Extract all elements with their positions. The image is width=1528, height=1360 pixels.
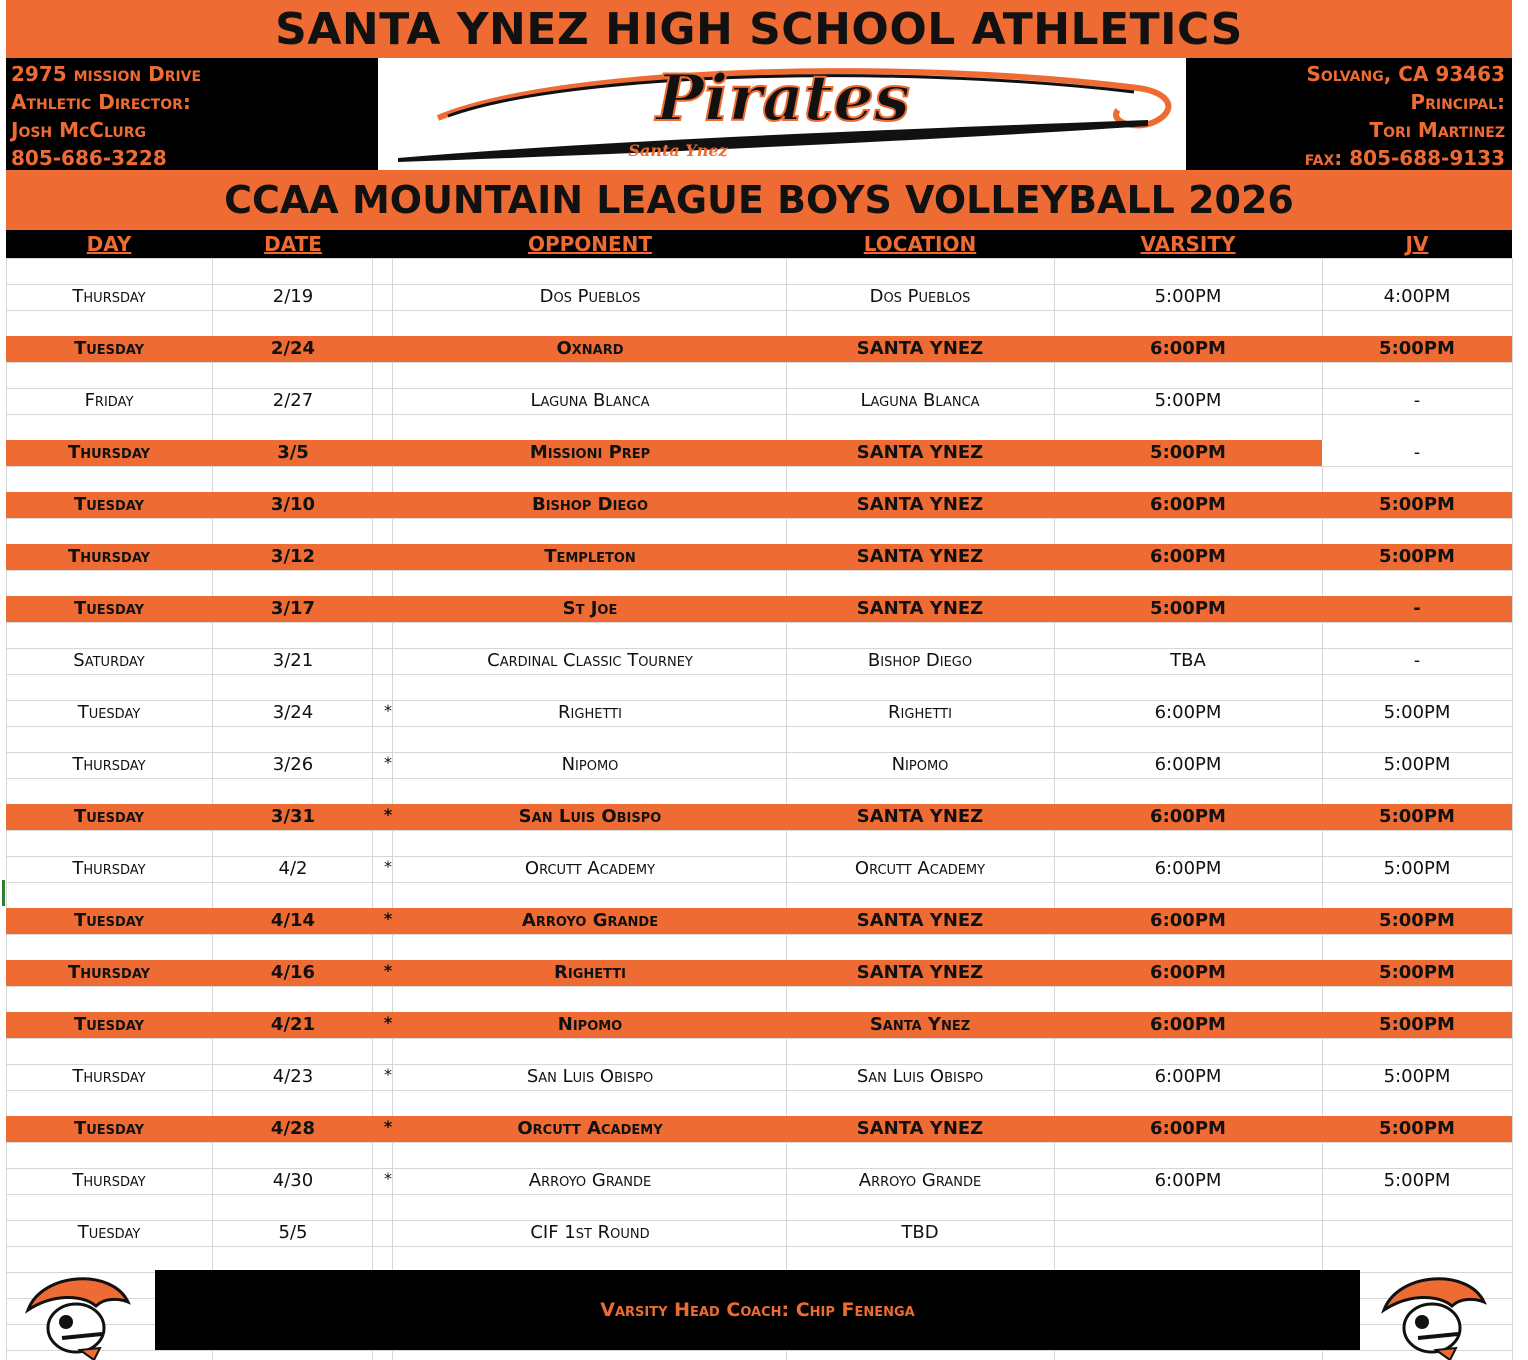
- league-game-marker: *: [383, 805, 393, 824]
- cell-opponent[interactable]: Arroyo Grande: [521, 910, 659, 931]
- cell-opponent[interactable]: Cardinal Classic Tourney: [487, 650, 693, 671]
- cell-jv[interactable]: 5:00PM: [1379, 806, 1455, 827]
- cell-day[interactable]: Tuesday: [73, 1014, 145, 1035]
- cell-location[interactable]: TBD: [901, 1222, 939, 1243]
- table-row: [6, 492, 1512, 518]
- cell-location[interactable]: SANTA YNEZ: [856, 910, 984, 931]
- col-header-day: DAY: [86, 232, 132, 256]
- cell-opponent[interactable]: Orcutt Academy: [517, 1118, 663, 1139]
- cell-date[interactable]: 2/24: [270, 338, 316, 359]
- cell-date[interactable]: 3/26: [272, 754, 314, 775]
- school-info-right: [1186, 58, 1512, 170]
- cell-date[interactable]: 4/2: [278, 858, 308, 879]
- table-row: [6, 544, 1512, 570]
- cell-jv[interactable]: -: [1413, 390, 1421, 411]
- cell-date[interactable]: 5/5: [278, 1222, 308, 1243]
- cell-varsity[interactable]: 6:00PM: [1150, 806, 1226, 827]
- grid-row-line: [6, 1246, 1512, 1247]
- cell-day[interactable]: Tuesday: [77, 1222, 141, 1243]
- cell-location[interactable]: SANTA YNEZ: [856, 806, 984, 827]
- cell-varsity[interactable]: 6:00PM: [1150, 1118, 1226, 1139]
- cell-day[interactable]: Friday: [84, 390, 134, 411]
- cell-varsity[interactable]: 6:00PM: [1150, 962, 1226, 983]
- grid-row-line: [6, 674, 1512, 675]
- cell-location[interactable]: SANTA YNEZ: [856, 598, 984, 619]
- league-game-marker: [378, 544, 398, 570]
- cell-date[interactable]: 3/10: [270, 494, 316, 515]
- row-selection-marker: [2, 880, 5, 906]
- cell-jv[interactable]: -: [1322, 440, 1512, 466]
- table-row: [6, 284, 1512, 310]
- col-header-location: LOCATION: [863, 232, 977, 256]
- grid-column-line: [1512, 258, 1513, 1360]
- col-header-date: DATE: [264, 232, 322, 256]
- cell-jv[interactable]: 5:00PM: [1379, 338, 1455, 359]
- table-row: [6, 440, 1512, 466]
- grid-row-line: [6, 778, 1512, 779]
- school-fax: fax: 805-688-9133: [1304, 146, 1505, 170]
- cell-varsity[interactable]: 6:00PM: [1150, 1014, 1226, 1035]
- cell-varsity[interactable]: 6:00PM: [1154, 1170, 1222, 1191]
- cell-varsity[interactable]: 6:00PM: [1154, 1066, 1222, 1087]
- cell-varsity[interactable]: 5:00PM: [1154, 390, 1222, 411]
- cell-jv[interactable]: -: [1413, 650, 1421, 671]
- table-row: [6, 596, 1512, 622]
- cell-varsity[interactable]: 6:00PM: [1150, 910, 1226, 931]
- cell-jv[interactable]: 5:00PM: [1383, 702, 1451, 723]
- grid-row-line: [6, 570, 1512, 571]
- league-game-marker: [378, 1220, 398, 1246]
- principal-name: Tori Martinez: [1369, 118, 1505, 142]
- league-game-marker: *: [383, 1013, 393, 1032]
- cell-opponent[interactable]: Oxnard: [556, 338, 624, 359]
- cell-day[interactable]: Tuesday: [73, 910, 145, 931]
- cell-location[interactable]: SANTA YNEZ: [856, 1118, 984, 1139]
- col-header-jv: JV: [1405, 232, 1429, 256]
- cell-varsity[interactable]: 5:00PM: [1154, 286, 1222, 307]
- cell-location[interactable]: Bishop Diego: [867, 650, 973, 671]
- league-game-marker: *: [384, 701, 392, 720]
- grid-row-line: [6, 1194, 1512, 1195]
- league-game-marker: *: [383, 961, 393, 980]
- cell-day[interactable]: Saturday: [73, 650, 145, 671]
- cell-jv[interactable]: 5:00PM: [1379, 910, 1455, 931]
- league-game-marker: [378, 336, 398, 362]
- cell-location[interactable]: Santa Ynez: [869, 1014, 971, 1035]
- table-row: [6, 908, 1512, 934]
- league-game-marker: [378, 596, 398, 622]
- cell-jv[interactable]: 4:00PM: [1383, 286, 1451, 307]
- cell-jv[interactable]: 5:00PM: [1379, 1118, 1455, 1139]
- cell-day[interactable]: Thursday: [72, 1066, 146, 1087]
- league-game-marker: [378, 492, 398, 518]
- cell-day[interactable]: Thursday: [72, 286, 146, 307]
- league-game-marker: *: [383, 1117, 393, 1136]
- cell-varsity[interactable]: TBA: [1170, 650, 1206, 671]
- league-title: CCAA MOUNTAIN LEAGUE BOYS VOLLEYBALL 2026: [224, 178, 1294, 222]
- school-address: 2975 mission Drive: [11, 62, 202, 86]
- cell-location[interactable]: Arroyo Grande: [858, 1170, 982, 1191]
- cell-day[interactable]: Thursday: [67, 962, 151, 983]
- cell-opponent[interactable]: CIF 1st Round: [530, 1222, 650, 1243]
- grid-row-line: [6, 934, 1512, 935]
- league-game-marker: [378, 388, 398, 414]
- cell-jv[interactable]: 5:00PM: [1383, 1066, 1451, 1087]
- grid-row-line: [6, 518, 1512, 519]
- cell-date[interactable]: 3/5: [277, 442, 309, 463]
- grid-row-line: [6, 622, 1512, 623]
- cell-location[interactable]: Nipomo: [891, 754, 949, 775]
- league-game-marker: *: [383, 909, 393, 928]
- cell-date[interactable]: 3/24: [272, 702, 314, 723]
- table-row: [6, 648, 1512, 674]
- cell-opponent[interactable]: Dos Pueblos: [539, 286, 641, 307]
- cell-date[interactable]: 4/14: [270, 910, 316, 931]
- grid-row-line: [6, 362, 1512, 363]
- schedule-header-row: [6, 230, 1512, 258]
- cell-location[interactable]: San Luis Obispo: [856, 1066, 984, 1087]
- cell-date[interactable]: 3/12: [270, 546, 316, 567]
- league-game-marker: *: [384, 857, 392, 876]
- principal-label: Principal:: [1410, 90, 1505, 114]
- league-title-bar: [6, 170, 1512, 230]
- cell-varsity[interactable]: 6:00PM: [1154, 754, 1222, 775]
- cell-day[interactable]: Thursday: [67, 546, 151, 567]
- cell-opponent[interactable]: Righetti: [554, 962, 626, 983]
- cell-jv[interactable]: 5:00PM: [1379, 1014, 1455, 1035]
- cell-date[interactable]: 4/16: [270, 962, 316, 983]
- pirates-logo: [378, 58, 1186, 170]
- cell-jv[interactable]: 5:00PM: [1379, 962, 1455, 983]
- cell-jv[interactable]: 5:00PM: [1383, 1170, 1451, 1191]
- grid-row-line: [6, 986, 1512, 987]
- cell-location[interactable]: SANTA YNEZ: [856, 442, 984, 463]
- cell-jv[interactable]: [1322, 1220, 1512, 1246]
- cell-location[interactable]: Laguna Blanca: [860, 390, 980, 411]
- logo-wordmark: Pirates: [656, 61, 910, 136]
- coach-banner: [155, 1270, 1360, 1350]
- grid-row-line: [6, 830, 1512, 831]
- cell-day[interactable]: Tuesday: [73, 494, 145, 515]
- cell-opponent[interactable]: Nipomo: [557, 1014, 623, 1035]
- grid-row-line: [6, 1350, 1512, 1351]
- cell-date[interactable]: 4/28: [270, 1118, 316, 1139]
- table-row: [6, 804, 1512, 830]
- league-game-marker: [378, 284, 398, 310]
- grid-row-line: [6, 1038, 1512, 1039]
- cell-date[interactable]: 4/30: [272, 1170, 314, 1191]
- cell-date[interactable]: 2/19: [272, 286, 314, 307]
- coach-name: Varsity Head Coach: Chip Fenenga: [600, 1299, 915, 1321]
- cell-jv[interactable]: 5:00PM: [1379, 546, 1455, 567]
- cell-varsity[interactable]: 6:00PM: [1150, 494, 1226, 515]
- cell-date[interactable]: 3/31: [270, 806, 316, 827]
- cell-jv[interactable]: 5:00PM: [1383, 858, 1451, 879]
- league-game-marker: *: [384, 1169, 392, 1188]
- cell-location[interactable]: Righetti: [888, 702, 952, 723]
- cell-date[interactable]: 4/21: [270, 1014, 316, 1035]
- cell-opponent[interactable]: San Luis Obispo: [518, 806, 662, 827]
- table-row: [6, 1012, 1512, 1038]
- pirate-mascot-right-icon: [1378, 1268, 1490, 1360]
- cell-day[interactable]: Tuesday: [73, 598, 145, 619]
- grid-row-line: [6, 1142, 1512, 1143]
- grid-row-line: [6, 726, 1512, 727]
- cell-day[interactable]: Tuesday: [73, 806, 145, 827]
- cell-day[interactable]: Tuesday: [73, 338, 145, 359]
- table-row: [6, 388, 1512, 414]
- cell-location[interactable]: Orcutt Academy: [854, 858, 986, 879]
- cell-opponent[interactable]: Orcutt Academy: [524, 858, 656, 879]
- cell-varsity[interactable]: 5:00PM: [1150, 442, 1226, 463]
- cell-location[interactable]: SANTA YNEZ: [856, 338, 984, 359]
- cell-jv[interactable]: 5:00PM: [1379, 494, 1455, 515]
- table-row: [6, 752, 1512, 778]
- cell-varsity[interactable]: 6:00PM: [1154, 702, 1222, 723]
- school-info-left: [6, 58, 378, 170]
- cell-varsity[interactable]: 5:00PM: [1150, 598, 1226, 619]
- cell-opponent[interactable]: San Luis Obispo: [526, 1066, 654, 1087]
- cell-day[interactable]: Thursday: [72, 754, 146, 775]
- table-row: [6, 1168, 1512, 1194]
- athletic-director-label: Athletic Director:: [11, 90, 191, 114]
- grid-row-line: [6, 466, 1512, 467]
- school-city: Solvang, CA 93463: [1306, 62, 1505, 86]
- cell-opponent[interactable]: Arroyo Grande: [528, 1170, 652, 1191]
- league-game-marker: *: [384, 753, 392, 772]
- cell-opponent[interactable]: Templeton: [544, 546, 636, 567]
- grid-row-line: [6, 414, 1512, 415]
- cell-opponent[interactable]: Nipomo: [561, 754, 619, 775]
- grid-row-line: [6, 882, 1512, 883]
- cell-varsity[interactable]: 6:00PM: [1154, 858, 1222, 879]
- cell-date[interactable]: 3/17: [270, 598, 316, 619]
- cell-day[interactable]: Tuesday: [73, 1118, 145, 1139]
- table-row: [6, 1064, 1512, 1090]
- school-title-bar: [6, 0, 1512, 58]
- col-header-opponent: OPPONENT: [527, 232, 653, 256]
- cell-opponent[interactable]: Righetti: [558, 702, 622, 723]
- cell-opponent[interactable]: Laguna Blanca: [530, 390, 650, 411]
- grid-row-line: [6, 258, 1512, 259]
- grid-row-line: [6, 310, 1512, 311]
- cell-opponent[interactable]: Missioni Prep: [529, 442, 651, 463]
- cell-date[interactable]: 4/23: [272, 1066, 314, 1087]
- table-row: [6, 960, 1512, 986]
- cell-day[interactable]: Thursday: [67, 442, 151, 463]
- cell-jv[interactable]: 5:00PM: [1383, 754, 1451, 775]
- cell-location[interactable]: SANTA YNEZ: [856, 962, 984, 983]
- table-row: [6, 336, 1512, 362]
- league-game-marker: *: [384, 1065, 392, 1084]
- logo-subtext: Santa Ynez: [628, 141, 728, 160]
- school-phone: 805-686-3228: [11, 146, 167, 170]
- cell-date[interactable]: 3/21: [272, 650, 314, 671]
- col-header-varsity: VARSITY: [1140, 232, 1236, 256]
- table-row: [6, 856, 1512, 882]
- cell-jv[interactable]: -: [1413, 598, 1421, 619]
- table-row: [6, 1116, 1512, 1142]
- cell-varsity[interactable]: 6:00PM: [1150, 546, 1226, 567]
- cell-day[interactable]: Thursday: [72, 1170, 146, 1191]
- grid-row-line: [6, 1090, 1512, 1091]
- table-row: [6, 700, 1512, 726]
- cell-varsity[interactable]: 6:00PM: [1150, 338, 1226, 359]
- athletic-director-name: Josh McClurg: [11, 118, 147, 142]
- cell-day[interactable]: Thursday: [72, 858, 146, 879]
- cell-varsity[interactable]: [1054, 1220, 1322, 1246]
- cell-location[interactable]: SANTA YNEZ: [856, 546, 984, 567]
- cell-date[interactable]: 2/27: [272, 390, 314, 411]
- cell-day[interactable]: Tuesday: [77, 702, 141, 723]
- school-title: SANTA YNEZ HIGH SCHOOL ATHLETICS: [275, 3, 1243, 55]
- pirate-mascot-left-icon: [22, 1268, 134, 1360]
- league-game-marker: [378, 648, 398, 674]
- league-game-marker: [378, 440, 398, 466]
- cell-opponent[interactable]: St Joe: [562, 598, 618, 619]
- table-row: [6, 1220, 1512, 1246]
- cell-location[interactable]: Dos Pueblos: [869, 286, 971, 307]
- cell-location[interactable]: SANTA YNEZ: [856, 494, 984, 515]
- cell-opponent[interactable]: Bishop Diego: [531, 494, 649, 515]
